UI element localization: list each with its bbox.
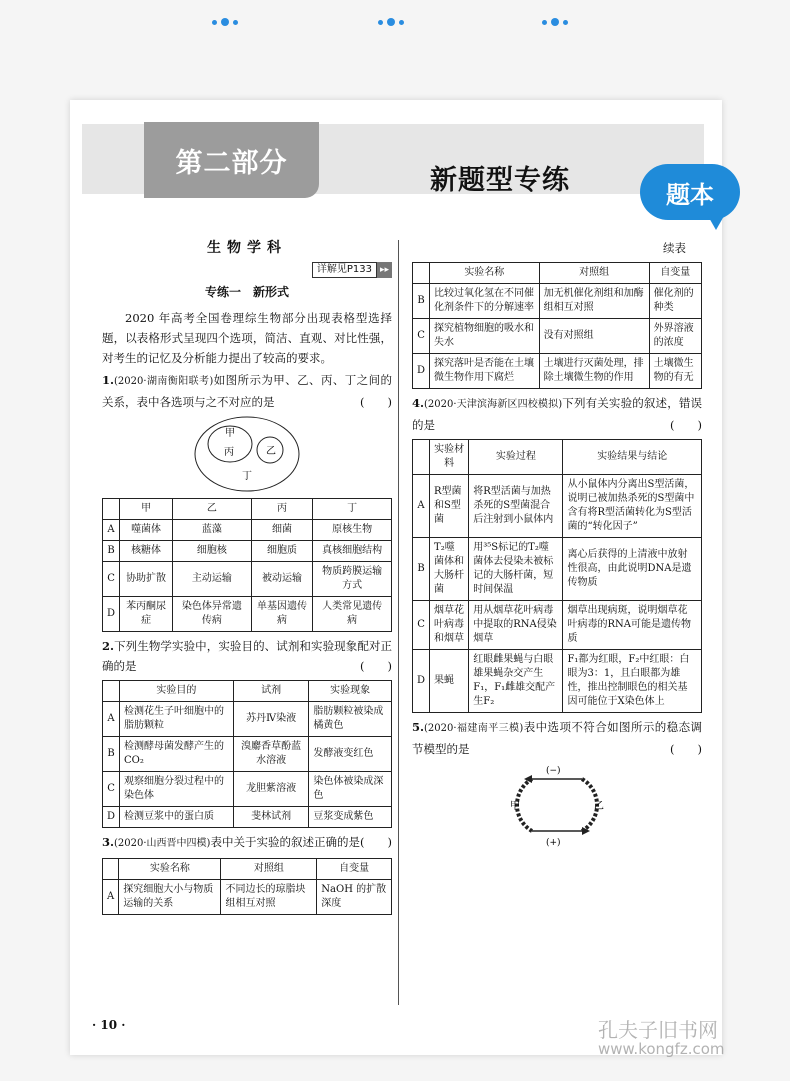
- q2-table: 实验目的 试剂 实验现象 A 检测花生子叶细胞中的脂肪颗粒 苏丹Ⅳ染液 脂肪颗粒被染成橘黄色 B 检测酵母菌发酵产生的CO₂ 溴麝香草酚蓝水溶液 发酵液变红色 C 观察细胞分裂过程中的染色体 龙胆紫溶液 染色体被染成深色 D 检测豆浆中的蛋白质 斐林试剂 豆浆变成紫色: [102, 680, 392, 828]
- table-row: C 探究植物细胞的吸水和失水 没有对照组 外界溶液的浓度: [413, 319, 702, 354]
- document-page: [70, 100, 722, 1055]
- left-column: [102, 238, 392, 919]
- node-yi: 乙: [594, 801, 604, 812]
- q4-table: 实验材料 实验过程 实验结果与结论 A R型菌和S型菌 将R型活菌与加热杀死的S型菌混合后注射到小鼠体内 从小鼠体内分离出S型活菌，说明已被加热杀死的S型菌中含有将R型活菌转化为S型活菌的“转化因子” B T₂噬菌体和大肠杆菌 用³⁵S标记的T₂噬菌体去侵染未被标记的大肠杆菌，短时间保温 离心后获得的上清液中放射性很高，由此说明DNA是遗传物质 C 烟草花叶病毒和烟草 用从烟草花叶病毒中提取的RNA侵染烟草 烟草出现病斑，说明烟草花叶病毒的RNA可能是遗传物质 D 果蝇 红眼雌果蝇与白眼雄果蝇杂交产生F₁，F₁雌雄交配产生F₂ F₁都为红眼，F₂中红眼：白眼为3：1，且白眼都为雄性，推出控制眼色的相关基因可能位于X染色体上: [412, 439, 702, 713]
- page-number: · 10 ·: [92, 1018, 126, 1032]
- table-row: A 检测花生子叶细胞中的脂肪颗粒 苏丹Ⅳ染液 脂肪颗粒被染成橘黄色: [103, 702, 392, 737]
- venn-label-jia: 甲: [225, 428, 235, 439]
- section-title: 专练一 新形式: [204, 285, 289, 299]
- table-row: C 协助扩散 主动运输 被动运输 物质跨膜运输方式: [103, 562, 392, 597]
- negative-label: (−): [546, 766, 561, 776]
- table-row: D 果蝇 红眼雌果蝇与白眼雄果蝇杂交产生F₁，F₁雌雄交配产生F₂ F₁都为红眼，F₂中红眼：白眼为3：1，且白眼都为雄性，推出控制眼色的相关基因可能位于X染色体上: [413, 650, 702, 713]
- answer-ref: 详解见P133 ▸▸: [102, 262, 392, 278]
- table-row: C 观察细胞分裂过程中的染色体 龙胆紫溶液 染色体被染成深色: [103, 772, 392, 807]
- q3-table: 实验名称 对照组 自变量 A 探究细胞大小与物质运输的关系 不同边长的琼脂块组相互对照 NaOH 的扩散深度: [102, 858, 392, 915]
- question-5: 5.(2020·福建南平三模)表中选项不符合如图所示的稳态调节模型的是 ( ): [412, 720, 702, 756]
- column-divider: [398, 240, 399, 1005]
- node-jia: 甲: [510, 801, 520, 812]
- decor-dots: [378, 18, 404, 26]
- question-book-tag: 题本: [640, 164, 740, 220]
- positive-label: (+): [546, 838, 561, 848]
- question-4: 4.(2020·天津滨海新区四校模拟)下列有关实验的叙述，错误的是 ( ): [412, 396, 703, 432]
- table-row: C 烟草花叶病毒和烟草 用从烟草花叶病毒中提取的RNA侵染烟草 烟草出现病斑，说明烟草花叶病毒的RNA可能是遗传物质: [413, 601, 702, 650]
- table-row: A R型菌和S型菌 将R型活菌与加热杀死的S型菌混合后注射到小鼠体内 从小鼠体内分离出S型活菌，说明已被加热杀死的S型菌中含有将R型活菌转化为S型活菌的“转化因子”: [413, 475, 702, 538]
- page-title: 新题型专练: [430, 165, 570, 196]
- right-column: [412, 238, 702, 855]
- venn-label-yi: 乙: [266, 446, 276, 457]
- subject-title: 生物学科: [207, 240, 287, 256]
- question-1: 1.(2020·湖南衡阳联考)如图所示为甲、乙、丙、丁之间的关系，表中各选项与之不对应的是 ( ): [102, 373, 392, 409]
- table-row: B 比较过氧化氢在不同催化剂条件下的分解速率 加无机催化剂组和加酶组相互对照 催化剂的种类: [413, 284, 702, 319]
- table-row: A 噬菌体 蓝藻 细菌 原核生物: [103, 520, 392, 541]
- decor-dots: [212, 18, 238, 26]
- continued-label: 续表: [663, 241, 686, 255]
- watermark: 孔夫子旧书网: [598, 1018, 718, 1042]
- q3-table-continued: 实验名称 对照组 自变量 B 比较过氧化氢在不同催化剂条件下的分解速率 加无机催化剂组和加酶组相互对照 催化剂的种类 C 探究植物细胞的吸水和失水 没有对照组 外界溶液的浓度 D 探究落叶是否能在土壤微生物作用下腐烂 土壤进行灭菌处理，排除土壤微生物的作用 土壤微生物的有无: [412, 262, 702, 389]
- table-row: D 探究落叶是否能在土壤微生物作用下腐烂 土壤进行灭菌处理，排除土壤微生物的作用 土壤微生物的有无: [413, 354, 702, 389]
- venn-label-ding: 丁: [242, 471, 252, 482]
- question-2: 2.下列生物学实验中，实验目的、试剂和实验现象配对正确的是 ( ): [102, 639, 392, 673]
- question-3: 3.(2020·山西晋中四模)表中关于实验的叙述正确的是 ( ): [102, 835, 392, 849]
- table-row: B 检测酵母菌发酵产生的CO₂ 溴麝香草酚蓝水溶液 发酵液变红色: [103, 737, 392, 772]
- decor-dots: [542, 18, 568, 26]
- table-row: B 核糖体 细胞核 细胞质 真核细胞结构: [103, 541, 392, 562]
- part-label: 第二部分: [144, 122, 319, 198]
- q1-table: 甲 乙 丙 丁 A 噬菌体 蓝藻 细菌 原核生物 B 核糖体 细胞核 细胞质 真核细胞结构 C 协助扩散 主动运输 被动运输 物质跨膜运输方式 D 苯丙酮尿症 染色体异常遗传病 单基因遗传病 人类常见遗传病: [102, 498, 392, 632]
- table-row: D 苯丙酮尿症 染色体异常遗传病 单基因遗传病 人类常见遗传病: [103, 597, 392, 632]
- table-row: A 探究细胞大小与物质运输的关系 不同边长的琼脂块组相互对照 NaOH 的扩散深度: [103, 880, 392, 915]
- intro-paragraph: 2020 年高考全国卷理综生物部分出现表格型选择题，以表格形式呈现四个选项，简洁、直观、对比性强，对考生的记忆及分析能力提出了较高的要求。: [102, 311, 392, 365]
- table-row: B T₂噬菌体和大肠杆菌 用³⁵S标记的T₂噬菌体去侵染未被标记的大肠杆菌，短时间保温 离心后获得的上清液中放射性很高，由此说明DNA是遗传物质: [413, 538, 702, 601]
- venn-diagram: [192, 414, 302, 494]
- venn-label-bing: 丙: [224, 447, 234, 458]
- table-row: D 检测豆浆中的蛋白质 斐林试剂 豆浆变成紫色: [103, 807, 392, 828]
- watermark-url: www.kongfz.com: [598, 1040, 725, 1058]
- regulation-diagram: [412, 759, 702, 849]
- arrow-icon: ▸▸: [377, 262, 392, 278]
